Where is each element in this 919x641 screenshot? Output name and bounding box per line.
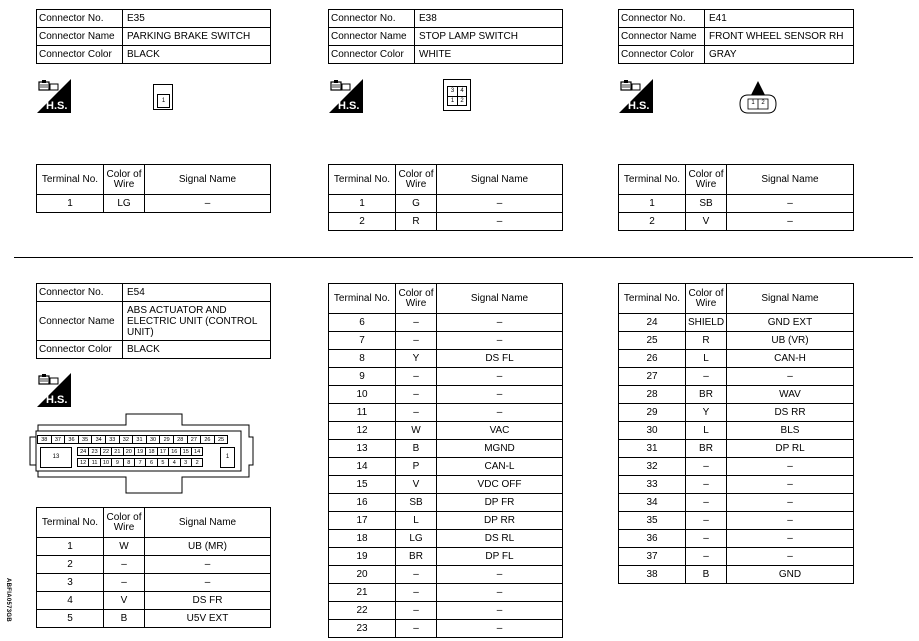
table-row: 15 V VDC OFF	[329, 476, 563, 494]
pin-11: 11	[88, 458, 100, 467]
pin-17: 17	[157, 447, 169, 456]
table-row: 31 BR DP RL	[619, 440, 854, 458]
table-row: 17 L DP RR	[329, 512, 563, 530]
svg-text:H.S.: H.S.	[46, 394, 68, 406]
pin-32: 32	[119, 435, 134, 444]
table-row: 29 Y DS RR	[619, 404, 854, 422]
terminal-table-e54-a: Terminal No. Color of Wire Signal Name 1 W UB (MR) 2 – – 3 – – 4 V DS FR 5 B U5V EXT	[36, 507, 271, 628]
harness-side-icon	[37, 79, 71, 113]
pin-2: 2	[191, 458, 203, 467]
table-row: 24 SHIELD GND EXT	[619, 314, 854, 332]
terminal-no-header: Terminal No.	[37, 165, 104, 195]
pin-27: 27	[187, 435, 202, 444]
pin-26: 26	[200, 435, 215, 444]
table-row: 38 B GND	[619, 566, 854, 584]
table-row: 35 – –	[619, 512, 854, 530]
table-row: 5 B U5V EXT	[37, 610, 271, 628]
table-row: 9 – –	[329, 368, 563, 386]
connector-face-e41: 1 2	[738, 80, 778, 114]
figure-id: ABFIA0573GB	[5, 578, 11, 622]
pin-20: 20	[123, 447, 135, 456]
pin-23: 23	[88, 447, 100, 456]
connector-no-label: Connector No.	[37, 10, 123, 28]
connector-info-e35	[36, 9, 271, 64]
terminal-table-e38: Terminal No. Color of Wire Signal Name 1 G – 2 R –	[328, 164, 563, 231]
table-row: 18 LG DS RL	[329, 530, 563, 548]
terminal-table-e35	[36, 164, 271, 213]
table-row: 13 B MGND	[329, 440, 563, 458]
table-row: 33 – –	[619, 476, 854, 494]
pin-4: 4	[168, 458, 180, 467]
table-row: 16 SB DP FR	[329, 494, 563, 512]
table-row: 2 – –	[37, 556, 271, 574]
table-row: 12 W VAC	[329, 422, 563, 440]
pin-7: 7	[134, 458, 146, 467]
pin-1: 1	[157, 94, 170, 108]
table-row: 2 R –	[329, 213, 563, 231]
terminal-table-e41: Terminal No. Color of Wire Signal Name 1 SB – 2 V –	[618, 164, 854, 231]
pin-37: 37	[51, 435, 66, 444]
table-row: 23 – –	[329, 620, 563, 638]
terminal-table-e54-b: Terminal No. Color of Wire Signal Name 6 – – 7 – – 8 Y DS FL 9 – – 10 – – 11 – – 12 W VAC 13 B MGND 14 P CAN-L 15 V VDC OFF 16 SB DP FR 17 L DP RR 18 LG DS RL 19 BR DP FL 20 – – 21 – – 22 – – 23 – –	[328, 283, 563, 638]
table-row: 1 W UB (MR)	[37, 538, 271, 556]
connector-info-e54: Connector No. E54 Connector Name ABS ACTUATOR AND ELECTRIC UNIT (CONTROL UNIT) Connector Color BLACK	[36, 283, 271, 359]
pin-34: 34	[91, 435, 106, 444]
wire-color-header: Color of Wire	[104, 165, 145, 195]
pin-25: 25	[214, 435, 229, 444]
pin-12: 12	[77, 458, 89, 467]
harness-side-icon	[37, 373, 71, 407]
table-row: 14 P CAN-L	[329, 458, 563, 476]
pin-15: 15	[180, 447, 192, 456]
table-row: 32 – –	[619, 458, 854, 476]
table-row: 1 LG –	[37, 195, 271, 213]
svg-text:H.S.: H.S.	[46, 100, 68, 112]
harness-side-icon	[619, 79, 653, 113]
table-row: 27 – –	[619, 368, 854, 386]
pin-36: 36	[64, 435, 79, 444]
signal-name-header: Signal Name	[145, 165, 271, 195]
connector-name-value: PARKING BRAKE SWITCH	[123, 28, 271, 46]
pin-9: 9	[111, 458, 123, 467]
pin-8: 8	[123, 458, 135, 467]
pin-6: 6	[145, 458, 157, 467]
connector-no-value: E35	[123, 10, 271, 28]
table-row: 11 – –	[329, 404, 563, 422]
connector-info-e38: Connector No. E38 Connector Name STOP LAMP SWITCH Connector Color WHITE	[328, 9, 563, 64]
connector-info-e41: Connector No. E41 Connector Name FRONT WHEEL SENSOR RH Connector Color GRAY	[618, 9, 854, 64]
svg-text:H.S.: H.S.	[338, 100, 360, 112]
pin-29: 29	[159, 435, 174, 444]
pin-38: 38	[37, 435, 52, 444]
table-row: 36 – –	[619, 530, 854, 548]
pin-5: 5	[157, 458, 169, 467]
pin-30: 30	[146, 435, 161, 444]
table-row: 34 – –	[619, 494, 854, 512]
table-row: 1 G –	[329, 195, 563, 213]
harness-side-icon	[329, 79, 363, 113]
table-row: 25 R UB (VR)	[619, 332, 854, 350]
connector-name-label: Connector Name	[37, 28, 123, 46]
pin-16: 16	[168, 447, 180, 456]
table-row: 2 V –	[619, 213, 854, 231]
pin-1: 1	[220, 447, 235, 468]
pin-13: 13	[40, 447, 72, 468]
pin-10: 10	[100, 458, 112, 467]
table-row: 26 L CAN-H	[619, 350, 854, 368]
connector-face-e35	[153, 84, 173, 110]
pin-35: 35	[78, 435, 93, 444]
pin-3: 3	[180, 458, 192, 467]
table-row: 10 – –	[329, 386, 563, 404]
pin-18: 18	[145, 447, 157, 456]
connector-face-e54	[24, 413, 254, 496]
svg-text:H.S.: H.S.	[628, 100, 650, 112]
section-divider	[14, 257, 913, 258]
table-row: 21 – –	[329, 584, 563, 602]
table-row: 20 – –	[329, 566, 563, 584]
pin-19: 19	[134, 447, 146, 456]
pin-24: 24	[77, 447, 89, 456]
table-row: 7 – –	[329, 332, 563, 350]
terminal-table-e54-c: Terminal No. Color of Wire Signal Name 24 SHIELD GND EXT 25 R UB (VR) 26 L CAN-H 27 – – 28 BR WAV 29 Y DS RR 30 L BLS 31 BR DP RL 32 – – 33 – – 34 – – 35 – – 36 – – 37 – – 38 B GND	[618, 283, 854, 584]
table-row: 28 BR WAV	[619, 386, 854, 404]
connector-face-e38: 3 4 1 2	[443, 79, 471, 111]
pin-21: 21	[111, 447, 123, 456]
pin-28: 28	[173, 435, 188, 444]
pin-14: 14	[191, 447, 203, 456]
connector-color-label: Connector Color	[37, 46, 123, 64]
pin-33: 33	[105, 435, 120, 444]
table-row: 30 L BLS	[619, 422, 854, 440]
table-row: 19 BR DP FL	[329, 548, 563, 566]
pin-31: 31	[132, 435, 147, 444]
table-row: 1 SB –	[619, 195, 854, 213]
table-row: 37 – –	[619, 548, 854, 566]
table-row: 8 Y DS FL	[329, 350, 563, 368]
table-row: 4 V DS FR	[37, 592, 271, 610]
table-row: 6 – –	[329, 314, 563, 332]
table-row: 3 – –	[37, 574, 271, 592]
connector-color-value: BLACK	[123, 46, 271, 64]
table-row: 22 – –	[329, 602, 563, 620]
pin-22: 22	[100, 447, 112, 456]
